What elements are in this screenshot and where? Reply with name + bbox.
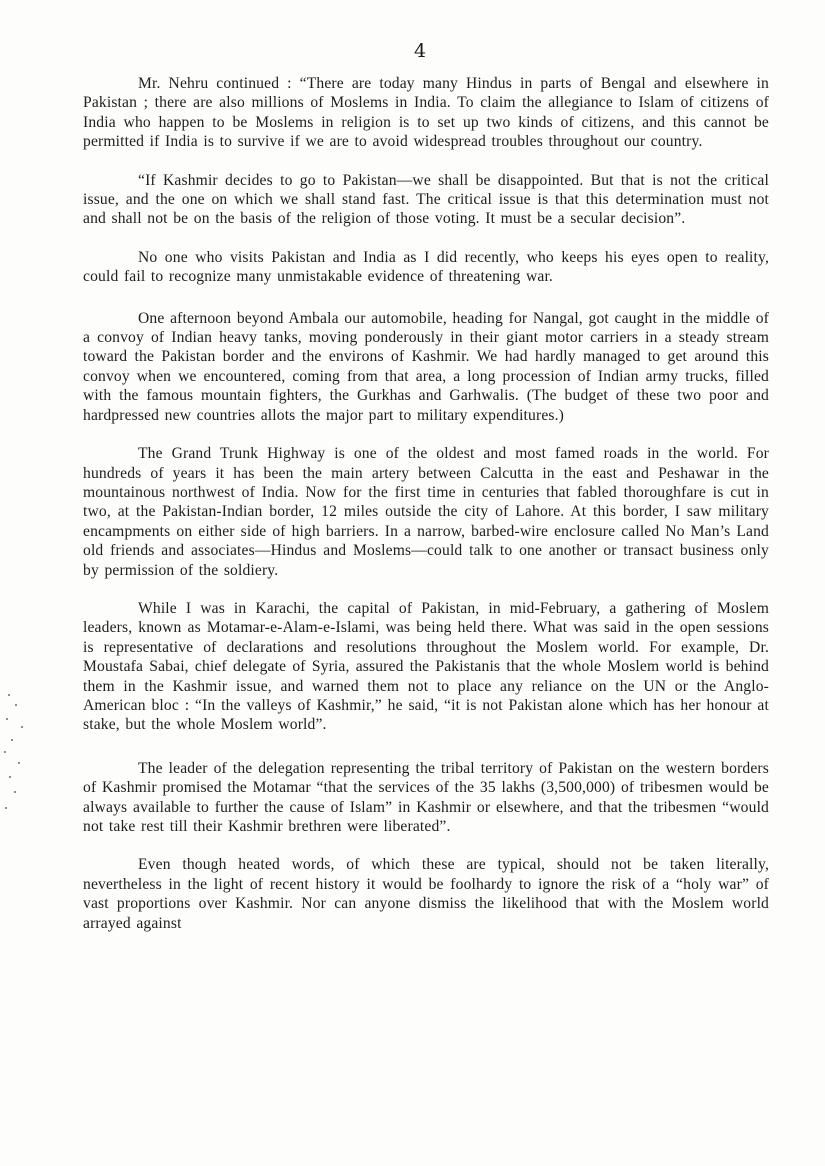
scan-speck	[21, 726, 23, 728]
scan-speck	[6, 718, 8, 720]
page-number: 4	[413, 40, 427, 62]
scan-speck	[8, 694, 10, 696]
paragraph-grand-trunk-highway: The Grand Trunk Highway is one of the oldest and most famed roads in the world. For hundreds of years it has been the main artery between Calcutta in the east and Peshawar in the mountainous northwest of India. Now for the first time in centuries that fabled thoroughfare is cut in two, at the Pakistan-Indian border, 12 miles outside the city of Lahore. At this border, I saw military encampments on either side of high barriers. In a narrow, barbed-wire enclosure called No Man’s Land old friends and associates—Hindus and Moslems—could talk to one another or transact business only by permission of the soldiery.	[83, 445, 769, 579]
scan-speck	[5, 807, 7, 809]
scan-speck	[15, 704, 17, 706]
body-text	[83, 74, 769, 933]
paragraph-nehru-quote: Mr. Nehru continued : “There are today many Hindus in parts of Bengal and elsewhere in Pakistan ; there are also millions of Moslems in India. To claim the allegiance to Islam of citizens of India who happen to be Moslems in religion is to set up two kinds of citizens, and this cannot be permitted if India is to survive if we are to avoid widespread troubles throughout our country.	[83, 75, 769, 151]
scan-speck	[11, 739, 13, 741]
scan-speck	[18, 762, 20, 764]
scan-speck	[14, 791, 16, 793]
paragraph-holy-war: Even though heated words, of which these are typical, should not be taken literally, nevertheless in the light of recent history it would be foolhardy to ignore the risk of a “holy war” of vast proportions over Kashmir. Nor can anyone dismiss the likelihood that with the Moslem world arrayed against	[83, 856, 769, 932]
paragraph-ambala-convoy: One afternoon beyond Ambala our automobile, heading for Nangal, got caught in the middle of a convoy of Indian heavy tanks, moving ponderously in their giant motor carriers in a steady stream toward the Pakistan border and the environs of Kashmir. We had hardly managed to get around this convoy when we encountered, coming from that area, a long procession of Indian army trucks, filled with the famous mountain fighters, the Gurkhas and Garhwalis. (The budget of these two poor and hardpressed new countries allots the major part to military expenditures.)	[83, 309, 769, 424]
paragraph-tribal-delegation: The leader of the delegation representing the tribal territory of Pakistan on the western borders of Kashmir promised the Motamar “that the services of the 35 lakhs (3,500,000) of tribesmen would be always available to further the cause of Islam” in Kashmir or elsewhere, and that the tribesmen “would not take rest till their Kashmir brethren were liberated”.	[83, 759, 769, 835]
paragraph-karachi-gathering: While I was in Karachi, the capital of Pakistan, in mid-February, a gathering of Moslem leaders, known as Motamar-e-Alam-e-Islami, was being held there. What was said in the open sessions is representative of declarations and resolutions throughout the Moslem world. For example, Dr. Moustafa Sabai, chief delegate of Syria, assured the Pakistanis that the whole Moslem world is behind them in the Kashmir issue, and warned them not to place any reliance on the UN or the Anglo-American bloc : “In the valleys of Kashmir,” he said, “it is not Pakistan alone which has her honour at stake, but the whole Moslem world”.	[83, 599, 769, 734]
scan-speck	[9, 776, 11, 778]
paragraph-kashmir-decision: “If Kashmir decides to go to Pakistan—we shall be disappointed. But that is not the critical issue, and the one on which we shall stand fast. The critical issue is that this determination must not and shall not be on the basis of the religion of those voting. It must be a secular decision”.	[83, 171, 769, 228]
scan-speck	[4, 751, 6, 753]
paragraph-threatening-war: No one who visits Pakistan and India as I did recently, who keeps his eyes open to reality, could fail to recognize many unmistakable evidence of threatening war.	[83, 248, 769, 286]
scan-edge-specks	[0, 690, 40, 820]
